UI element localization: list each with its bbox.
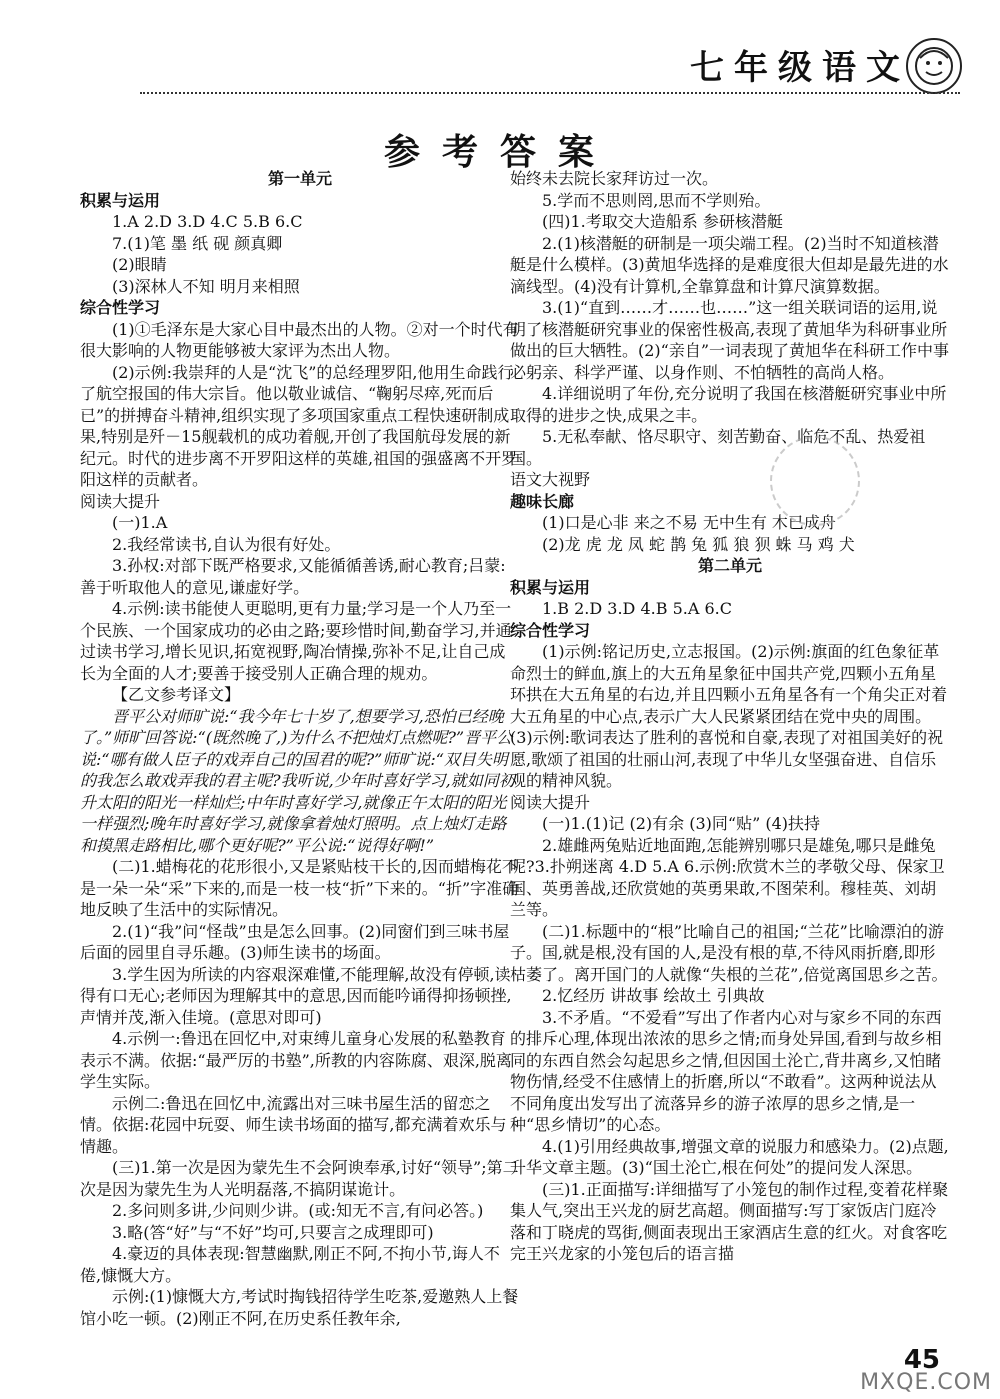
answer-line: 晋平公对师旷说:“我今年七十岁了,想要学习,恐怕已经晚了。”师旷回答说:“(既然晚了,)为什么不把烛灯点燃呢?”晋平公说:“哪有做人臣子的戏弄自己的国君的呢?”师旷说:“双目失明的我怎么敢戏弄我的君主呢?我听说,少年时喜好学习,就如同初升太阳的阳光一样灿烂;中年时喜好学习,就像正午太阳的阳光一样强烈;晚年时喜好学习,就像拿着烛灯照明。点上烛灯走路和摸黑走路相比,哪个更好呢?”平公说:“说得好啊!”	[80, 706, 515, 855]
answer-line: 3.(1)“直到……才……也……”这一组关联词语的运用,说明了核潜艇研究事业的保密性极高,表现了黄旭华为科研事业所做出的巨大牺牲。(2)“亲自”一词表现了黄旭华在科研工作中事必躬亲、科学严谨、以身作则、不怕牺牲的高尚人格。	[510, 298, 950, 382]
answer-line: 3.不矛盾。“不爱看”写出了作者内心对与家乡不同的东西的排斥心理,体现出浓浓的思乡之情;而身处异国,看到与故乡相同的东西自然会勾起思乡之情,但因国土沦亡,背井离乡,又怕睹物伤情,经受不住感情上的折磨,所以“不敢看”。这两种说法从不同角度出发写出了流落异乡的游子浓厚的思乡之情,是一种“思乡情切”的心态。	[510, 1007, 942, 1134]
answer-line: 4.(1)引用经典故事,增强文章的说服力和感染力。(2)点题,升华文章主题。(3)“国土沦亡,根在何处”的提问发人深思。	[510, 1136, 949, 1177]
right-column	[510, 168, 950, 1265]
header-divider	[140, 92, 960, 94]
answer-line: 第二单元	[697, 556, 762, 575]
answer-line: (二)1.蜡梅花的花形很小,又是紧贴枝干长的,因而蜡梅花不是一朵一朵“采”下来的,而是一枝一枝“折”下来的。“折”字准确地反映了生活中的实际情况。	[80, 857, 519, 919]
answer-line: 积累与运用	[80, 190, 161, 210]
answer-line: (三)1.正面描写:详细描写了小笼包的制作过程,变着花样聚集人气,突出王兴龙的厨艺高超。侧面描写:写丁家饭店门庭冷落和丁晓虎的骂街,侧面表现出王家酒店生意的红火。对食客吃完王兴龙家的小笼包后的语言描	[510, 1179, 949, 1263]
answer-line: (1)①毛泽东是大家心目中最杰出的人物。②对一个时代有很大影响的人物更能够被大家评为杰出人物。	[80, 319, 519, 360]
answer-line: (1)口是心非 来之不易 无中生有 木已成舟	[542, 513, 836, 532]
answer-line: (四)1.考取交大造船系 参研核潜艇	[542, 212, 783, 231]
answer-line: 3.孙权:对部下既严格要求,又能循循善诱,耐心教育;吕蒙:善于听取他人的意见,谦虚好学。	[80, 556, 506, 597]
header-grade-subject: 七年级语文	[690, 48, 910, 88]
cartoon-face-icon	[906, 38, 962, 94]
page-number: 45	[903, 1345, 940, 1375]
answer-line: (1)示例:铭记历史,立志报国。(2)示例:旗面的红色象征革命烈士的鲜血,旗上的大五角星象征中国共产党,四颗小五角星环拱在大五角星的右边,并且四颗小五角星各有一个角尖正对着大五角星的中心点,表示广大人民紧紧团结在党中央的周围。(3)示例:歌词表达了胜利的喜悦和自豪,表现了对祖国美好的祝愿,歌颂了祖国的壮丽山河,表现了中华儿女坚强奋进、自信乐观的精神风貌。	[510, 642, 948, 790]
answer-line: (二)1.标题中的“根”比喻自己的祖国;“兰花”比喻漂泊的游子。国,就是根,没有国的人,是没有根的草,不待风雨折磨,即形枯萎了。离开国门的人就像“失根的兰花”,倍觉离国思乡之苦。	[510, 921, 948, 984]
page-title: 参考答案	[383, 131, 616, 173]
answer-line: (2)龙 虎 龙 凤 蛇 鹊 兔 狐 狼 狈 蛛 马 鸡 犬	[542, 534, 855, 554]
answer-line: 5.学而不思则罔,思而不学则殆。	[542, 190, 771, 210]
watermark: MXQE.COM	[860, 1370, 992, 1395]
answer-line: 趣味长廊	[510, 491, 575, 511]
answer-line: 4.示例一:鲁迅在回忆中,对束缚儿童身心发展的私塾教育表示不满。依据:“最严厉的书塾”,所教的内容陈腐、艰深,脱离学生实际。	[80, 1029, 512, 1091]
answer-line: 第一单元	[267, 169, 332, 188]
answer-line: 3.学生因为所读的内容艰深难懂,不能理解,故没有停顿,读得有口无心;老师因为理解其中的意思,因而能吟诵得抑扬顿挫,声情并茂,渐入佳境。(意思对即可)	[80, 964, 512, 1027]
answer-line: 始终未去院长家拜访过一次。	[510, 169, 719, 188]
answer-line: 2.我经常读书,自认为很有好处。	[112, 534, 341, 554]
answer-line: (2)示例:我崇拜的人是“沈飞”的总经理罗阳,他用生命践行了航空报国的伟大宗旨。他以敬业诚信、“鞠躬尽瘁,死而后已”的拼搏奋斗精神,组织实现了多项国家重点工程快速研制成果,特别是歼－15舰载机的成功着舰,开创了我国航母发展的新纪元。时代的进步离不开罗阳这样的英雄,祖国的强盛离不开罗阳这样的贡献者。	[80, 362, 518, 489]
answer-line: 2.忆经历 讲故事 绘故土 引典故	[542, 986, 765, 1005]
answer-line: 综合性学习	[510, 620, 591, 640]
answer-line: 示例:(1)慷慨大方,考试时掏钱招待学生吃茶,爱邀熟人上餐馆小吃一顿。(2)刚正不阿,在历史系任教年余,	[80, 1287, 519, 1328]
answer-line: 2.雄雌两兔贴近地面跑,怎能辨别哪只是雄兔,哪只是雌兔呢?3.扑朔迷离 4.D 5.A 6.示例:欣赏木兰的孝敬父母、保家卫国、英勇善战,还欣赏她的英勇果敢,不图荣利。穆桂英、刘胡兰等。	[510, 835, 945, 919]
answer-line: 1.A 2.D 3.D 4.C 5.B 6.C	[112, 212, 303, 231]
answer-line: 2.多问则多讲,少问则少讲。(或:知无不言,有问必答。)	[112, 1201, 484, 1220]
answer-line: 阅读大提升	[80, 491, 161, 511]
answer-line: 综合性学习	[80, 298, 161, 317]
answer-line: 2.(1)“我”问“怪哉”虫是怎么回事。(2)同窗们到三味书屋后面的园里自寻乐趣。(3)师生读书的场面。	[80, 921, 510, 962]
answer-line: 积累与运用	[510, 577, 591, 597]
answer-line: 【乙文参考译文】	[112, 685, 241, 704]
answer-line: (三)1.第一次是因为蒙先生不会阿谀奉承,讨好“领导”;第二次是因为蒙先生为人光明磊落,不搞阴谋诡计。	[80, 1158, 519, 1199]
answer-line: 2.(1)核潜艇的研制是一项尖端工程。(2)当时不知道核潜艇是什么模样。(3)黄旭华选择的是难度很大但却是最先进的水滴线型。(4)没有计算机,全靠算盘和计算尺演算数据。	[510, 233, 949, 296]
answer-line: (3)深林人不知 明月来相照	[112, 276, 300, 296]
answer-line: 阅读大提升	[510, 792, 591, 812]
answer-line: 示例二:鲁迅在回忆中,流露出对三味书屋生活的留恋之情。依据:花园中玩耍、师生读书场面的描写,都充满着欢乐与情趣。	[80, 1093, 507, 1156]
left-column	[80, 168, 520, 1329]
answer-line: 3.略(答“好”与“不好”均可,只要言之成理即可)	[112, 1222, 434, 1242]
answer-line: 1.B 2.D 3.D 4.B 5.A 6.C	[542, 599, 732, 618]
answer-line: 语文大视野	[510, 470, 591, 489]
answer-line: (2)眼睛	[112, 255, 167, 274]
answer-line: 4.详细说明了年份,充分说明了我国在核潜艇研究事业中所取得的进步之快,成果之丰。	[510, 384, 947, 425]
answer-line: (一)1.(1)记 (2)有余 (3)同“贴” (4)扶持	[542, 814, 821, 833]
answer-line: 4.豪迈的具体表现:智慧幽默,刚正不阿,不拘小节,诲人不倦,慷慨大方。	[80, 1244, 500, 1285]
stamp-seal	[770, 436, 860, 526]
answer-line: 4.示例:读书能使人更聪明,更有力量;学习是一个人乃至一个民族、一个国家成功的必由之路;要珍惜时间,勤奋学习,并通过读书学习,增长见识,拓宽视野,陶冶情操,弥补不足,让自己成长为全面的人才;要善于接受别人正确合理的规劝。	[80, 599, 512, 683]
answer-line: 7.(1)笔 墨 纸 砚 颜真卿	[112, 233, 283, 253]
answer-line: (一)1.A	[112, 513, 168, 532]
answer-line: 5.无私奉献、恪尽职守、刻苦勤奋、临危不乱、热爱祖国。	[510, 427, 926, 468]
